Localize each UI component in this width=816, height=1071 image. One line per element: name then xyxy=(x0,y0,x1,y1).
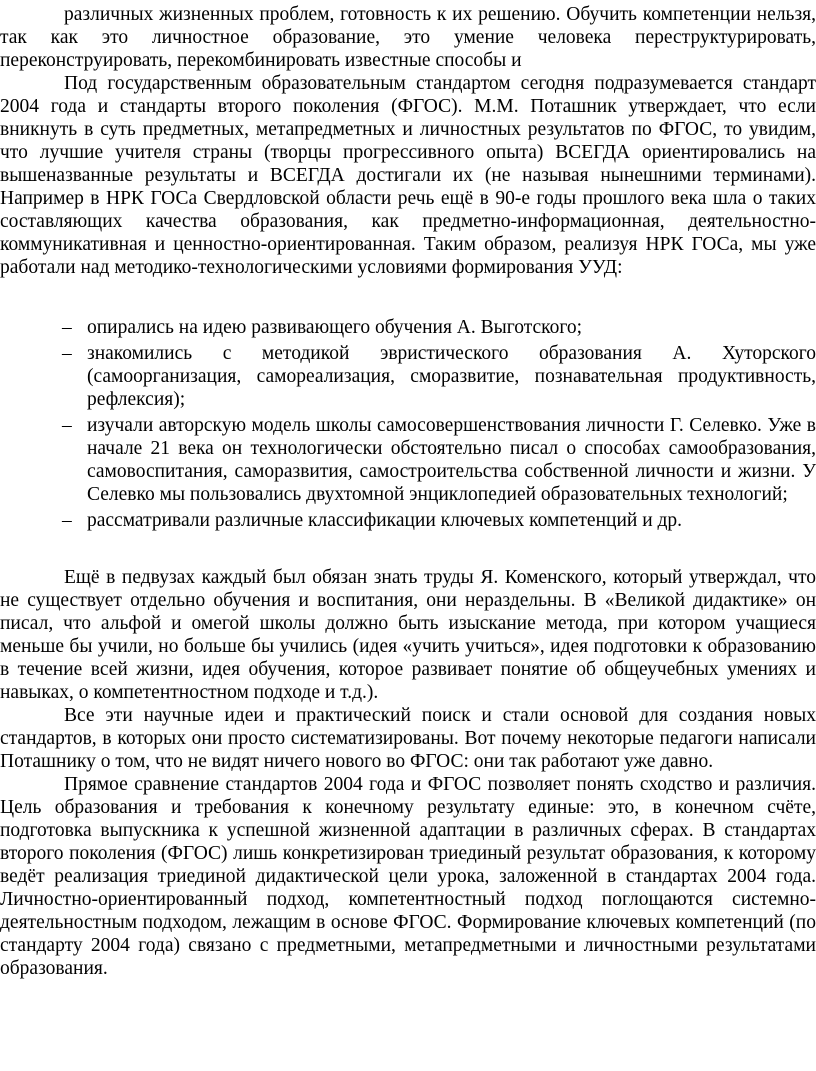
paragraph-new-standards: Все эти научные идеи и практический поиск и стали основой для создания новых стандартов, в которых они просто систематизированы. Вот почему некоторые педагоги написали Поташнику о том, что не видят ничего нового во ФГОС: они так работают уже давно. xyxy=(0,705,816,772)
paragraph-comparison: Прямое сравнение стандартов 2004 года и ФГОС позволяет понять сходство и различия. Цель образования и требования к конечному результату единые: это, в конечном счёте, подготовка выпускника к успешной жизненной адаптации в различных сферах. В стандартах второго поколения (ФГОС) лишь конкретизирован триединый результат образования, к которому ведёт реализация триединой дидактической цели урока, заложенной в стандартах 2004 года. Личностно-ориентированный подход, компетентностный подход поглощаются системно-деятельностным подходом, лежащим в основе ФГОС. Формирование ключевых компетенций (по стандарту 2004 года) связано с предметными, метапредметными и личностными результатами образования. xyxy=(0,774,816,979)
paragraph-komensky: Ещё в педвузах каждый был обязан знать труды Я. Коменского, который утверждал, что не существует отдельно обучения и воспитания, они нераздельны. В «Великой дидактике» он писал, что альфой и омегой школы должно быть изыскание метода, при котором учащиеся меньше бы учили, но больше бы учились (идея «учить учиться», идея подготовки к образованию в течение всей жизни, идея обучения, которое развивает понятие об общеучебных умениях и навыках, о компетентностном подходе и т.д.). xyxy=(0,567,816,703)
list-item xyxy=(0,509,816,532)
text-block-bottom xyxy=(0,566,816,980)
text-block-list xyxy=(0,315,816,535)
dash-marker: – xyxy=(62,343,72,364)
text-block-top xyxy=(0,3,816,279)
uud-list xyxy=(0,316,816,532)
list-item xyxy=(0,342,816,411)
list-item-text: изучали авторскую модель школы самосовершенствования личности Г. Селевко. Уже в начале 21 века он технологически обстоятельно писал о способах самообразования, самовоспитания, саморазвития, самостроительства собственной личности и жизни. У Селевко мы пользовались двухтомной энциклопедией образовательных технологий; xyxy=(87,415,816,505)
list-item xyxy=(0,316,816,339)
list-item xyxy=(0,414,816,506)
dash-marker: – xyxy=(62,317,72,338)
paragraph-standards: Под государственным образовательным стандартом сегодня подразумевается стандарт 2004 года и стандарты второго поколения (ФГОС). М.М. Поташник утверждает, что если вникнуть в суть предметных, метапредметных и личностных результатов по ФГОС, то увидим, что лучшие учителя страны (творцы прогрессивного опыта) ВСЕГДА ориентировались на вышеназванные результаты и ВСЕГДА достигали их (не называя нынешними терминами). Например в НРК ГОСа Свердловской области речь ещё в 90-е годы прошлого века шла о таких составляющих качества образования, как предметно-информационная, деятельностно-коммуникативная и ценностно-ориентированная. Таким образом, реализуя НРК ГОСа, мы уже работали над методико-технологическими условиями формирования УУД: xyxy=(0,73,816,278)
list-item-text: знакомились с методикой эвристического образования А. Хуторского (самоорганизация, самореализация, сморазвитие, познавательная продуктивность, рефлексия); xyxy=(87,343,816,410)
paragraph-continuation: различных жизненных проблем, готовность к их решению. Обучить компетенции нельзя, так как это личностное образование, это умение человека переструктурировать, переконструировать, перекомбинировать известные способы и xyxy=(0,4,816,71)
list-item-text: рассматривали различные классификации ключевых компетенций и др. xyxy=(87,510,683,531)
dash-marker: – xyxy=(62,415,72,436)
dash-marker: – xyxy=(62,510,72,531)
list-item-text: опирались на идею развивающего обучения А. Выготского; xyxy=(87,317,583,338)
